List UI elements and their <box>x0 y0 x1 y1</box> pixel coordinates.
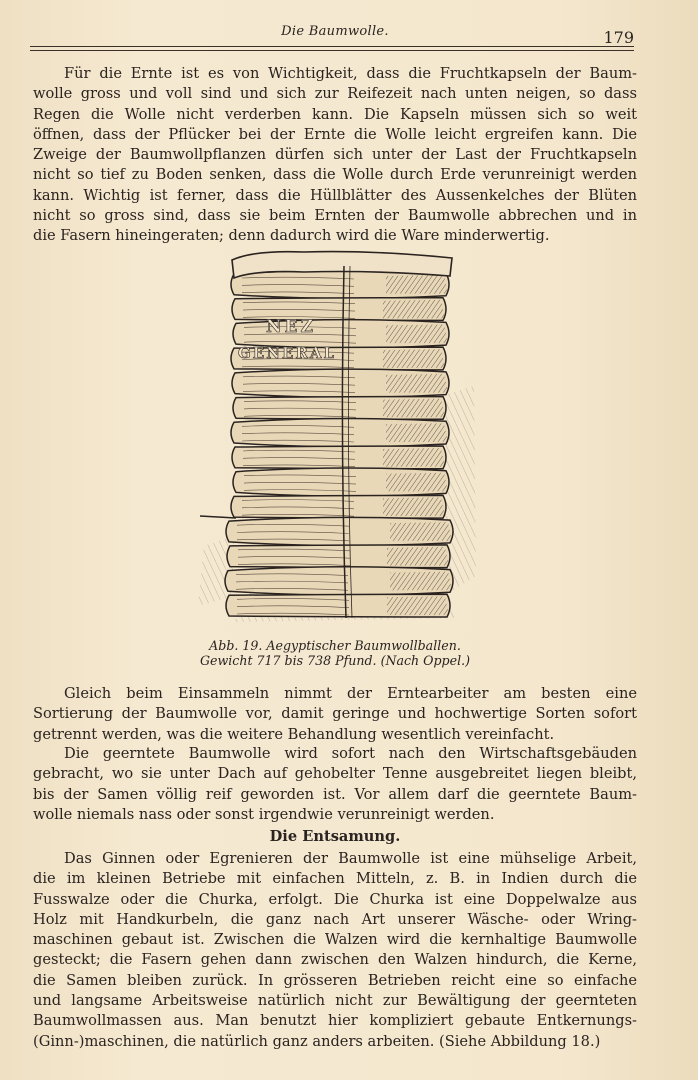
bale-layer-shading <box>386 275 448 294</box>
bale-layer-shading <box>383 300 445 319</box>
paragraph-harvest <box>33 64 637 247</box>
text-line: Regen die Wolle nicht verderben kann. Die Kapseln müssen sich so weit <box>33 105 637 123</box>
text-line: wolle niemals nass oder sonst irgendwie verunreinigt werden. <box>33 805 495 823</box>
figure-caption-title: Abb. 19. Aegyptischer Baumwollballen. <box>209 638 461 653</box>
text-line: die im kleinen Betriebe mit einfachen Mitteln, z. B. in Indien durch die <box>33 870 637 888</box>
bale-layer-shading <box>386 324 448 343</box>
text-line: die Samen bleiben zurück. In grösseren Betrieben reicht eine so einfache <box>33 971 637 989</box>
text-line: gesteckt; die Fasern gehen dann zwischen den Walzen hindurch, die Kerne, <box>33 951 637 969</box>
header-rule <box>30 46 634 51</box>
text-line: (Ginn-)maschinen, die natürlich ganz anders arbeiten. (Siehe Abbildung 18.) <box>33 1032 601 1050</box>
bale-layers <box>225 270 453 617</box>
text-line: Für die Ernte ist es von Wichtigkeit, dass die Fruchtkapseln der Baum- <box>64 65 637 82</box>
bale-layer-shading <box>390 572 452 591</box>
text-line: bis der Samen völlig reif geworden ist. Vor allem darf die geerntete Baum- <box>33 785 637 803</box>
text-line: kann. Wichtig ist ferner, dass die Hüllblätter des Aussenkelches der Blüten <box>33 186 637 204</box>
bale-layer-shading <box>387 596 449 615</box>
bale-layer-shading <box>386 473 448 492</box>
bale-layer-shading <box>383 399 445 418</box>
bale-layer-shading <box>387 547 449 566</box>
text-line: gebracht, wo sie unter Dach auf gehobelter Tenne ausgebreitet liegen bleibt, <box>33 765 637 783</box>
text-line: öffnen, dass der Pflücker bei der Ernte die Wolle leicht ergreifen kann. Die <box>33 125 637 143</box>
text-line: getrennt werden, was die weitere Behandlung wesentlich vereinfacht. <box>33 725 555 743</box>
bale-layer-shading <box>383 349 445 368</box>
text-line: Gleich beim Einsammeln nimmt der Erntearbeiter am besten eine <box>64 685 637 702</box>
paragraph-ginning <box>33 849 637 1052</box>
bale-layer-shading <box>390 522 452 541</box>
text-line: die Fasern hineingeraten; denn dadurch wird die Ware minderwertig. <box>33 227 550 245</box>
paragraph-sorting <box>33 684 637 745</box>
text-line: Die geerntete Baumwolle wird sofort nach den Wirtschaftsgebäuden <box>64 745 637 762</box>
text-line: Fusswalze oder die Churka, erfolgt. Die Churka ist eine Doppelwalze aus <box>33 890 637 908</box>
figure-caption-detail: Gewicht 717 bis 738 Pfund. (Nach Oppel.) <box>199 653 471 668</box>
bale-strap-end <box>200 516 236 518</box>
text-line: Holz mit Handkurbeln, die ganz nach Art unserer Wäsche- oder Wring- <box>33 910 637 928</box>
bale-layer-shading <box>383 497 445 516</box>
bale-layer-shading <box>386 374 448 393</box>
text-line: Sortierung der Baumwolle vor, damit geringe und hochwertige Sorten sofort <box>33 705 637 723</box>
text-line: Zweige der Baumwollpflanzen dürfen sich unter der Last der Fruchtkapseln <box>33 146 637 164</box>
bale-stamp-text: NEZ <box>266 317 316 337</box>
text-line: und langsame Arbeitsweise natürlich nicht zur Bewältigung der geernteten <box>33 992 637 1010</box>
bale-stamp-text: GENERAL <box>238 344 337 362</box>
section-heading: Die Entsamung. <box>269 828 401 845</box>
bale-layer-shading <box>386 423 448 442</box>
text-line: wolle gross und voll sind und sich zur Reifezeit nach unten neigen, so dass <box>33 85 637 103</box>
running-head <box>0 24 698 47</box>
paragraph-storage <box>33 744 637 825</box>
text-line: maschinen gebaut ist. Zwischen die Walzen wird die kernhaltige Baumwolle <box>33 931 637 949</box>
text-line: Das Ginnen oder Egrenieren der Baumwolle ist eine mühselige Arbeit, <box>64 850 637 867</box>
text-line: nicht so tief zu Boden senken, dass die Wolle durch Erde verunreinigt werden <box>33 166 637 184</box>
running-title: Die Baumwolle. <box>281 24 389 39</box>
page-number: 179 <box>603 28 634 47</box>
text-line: nicht so gross sind, dass sie beim Ernten der Baumwolle abbrechen und in <box>33 207 637 225</box>
cotton-bale-illustration <box>194 246 478 628</box>
text-line: Baumwollmassen aus. Man benutzt hier kompliziert gebaute Entkernungs- <box>33 1012 637 1030</box>
bale-layer-shading <box>383 448 445 467</box>
